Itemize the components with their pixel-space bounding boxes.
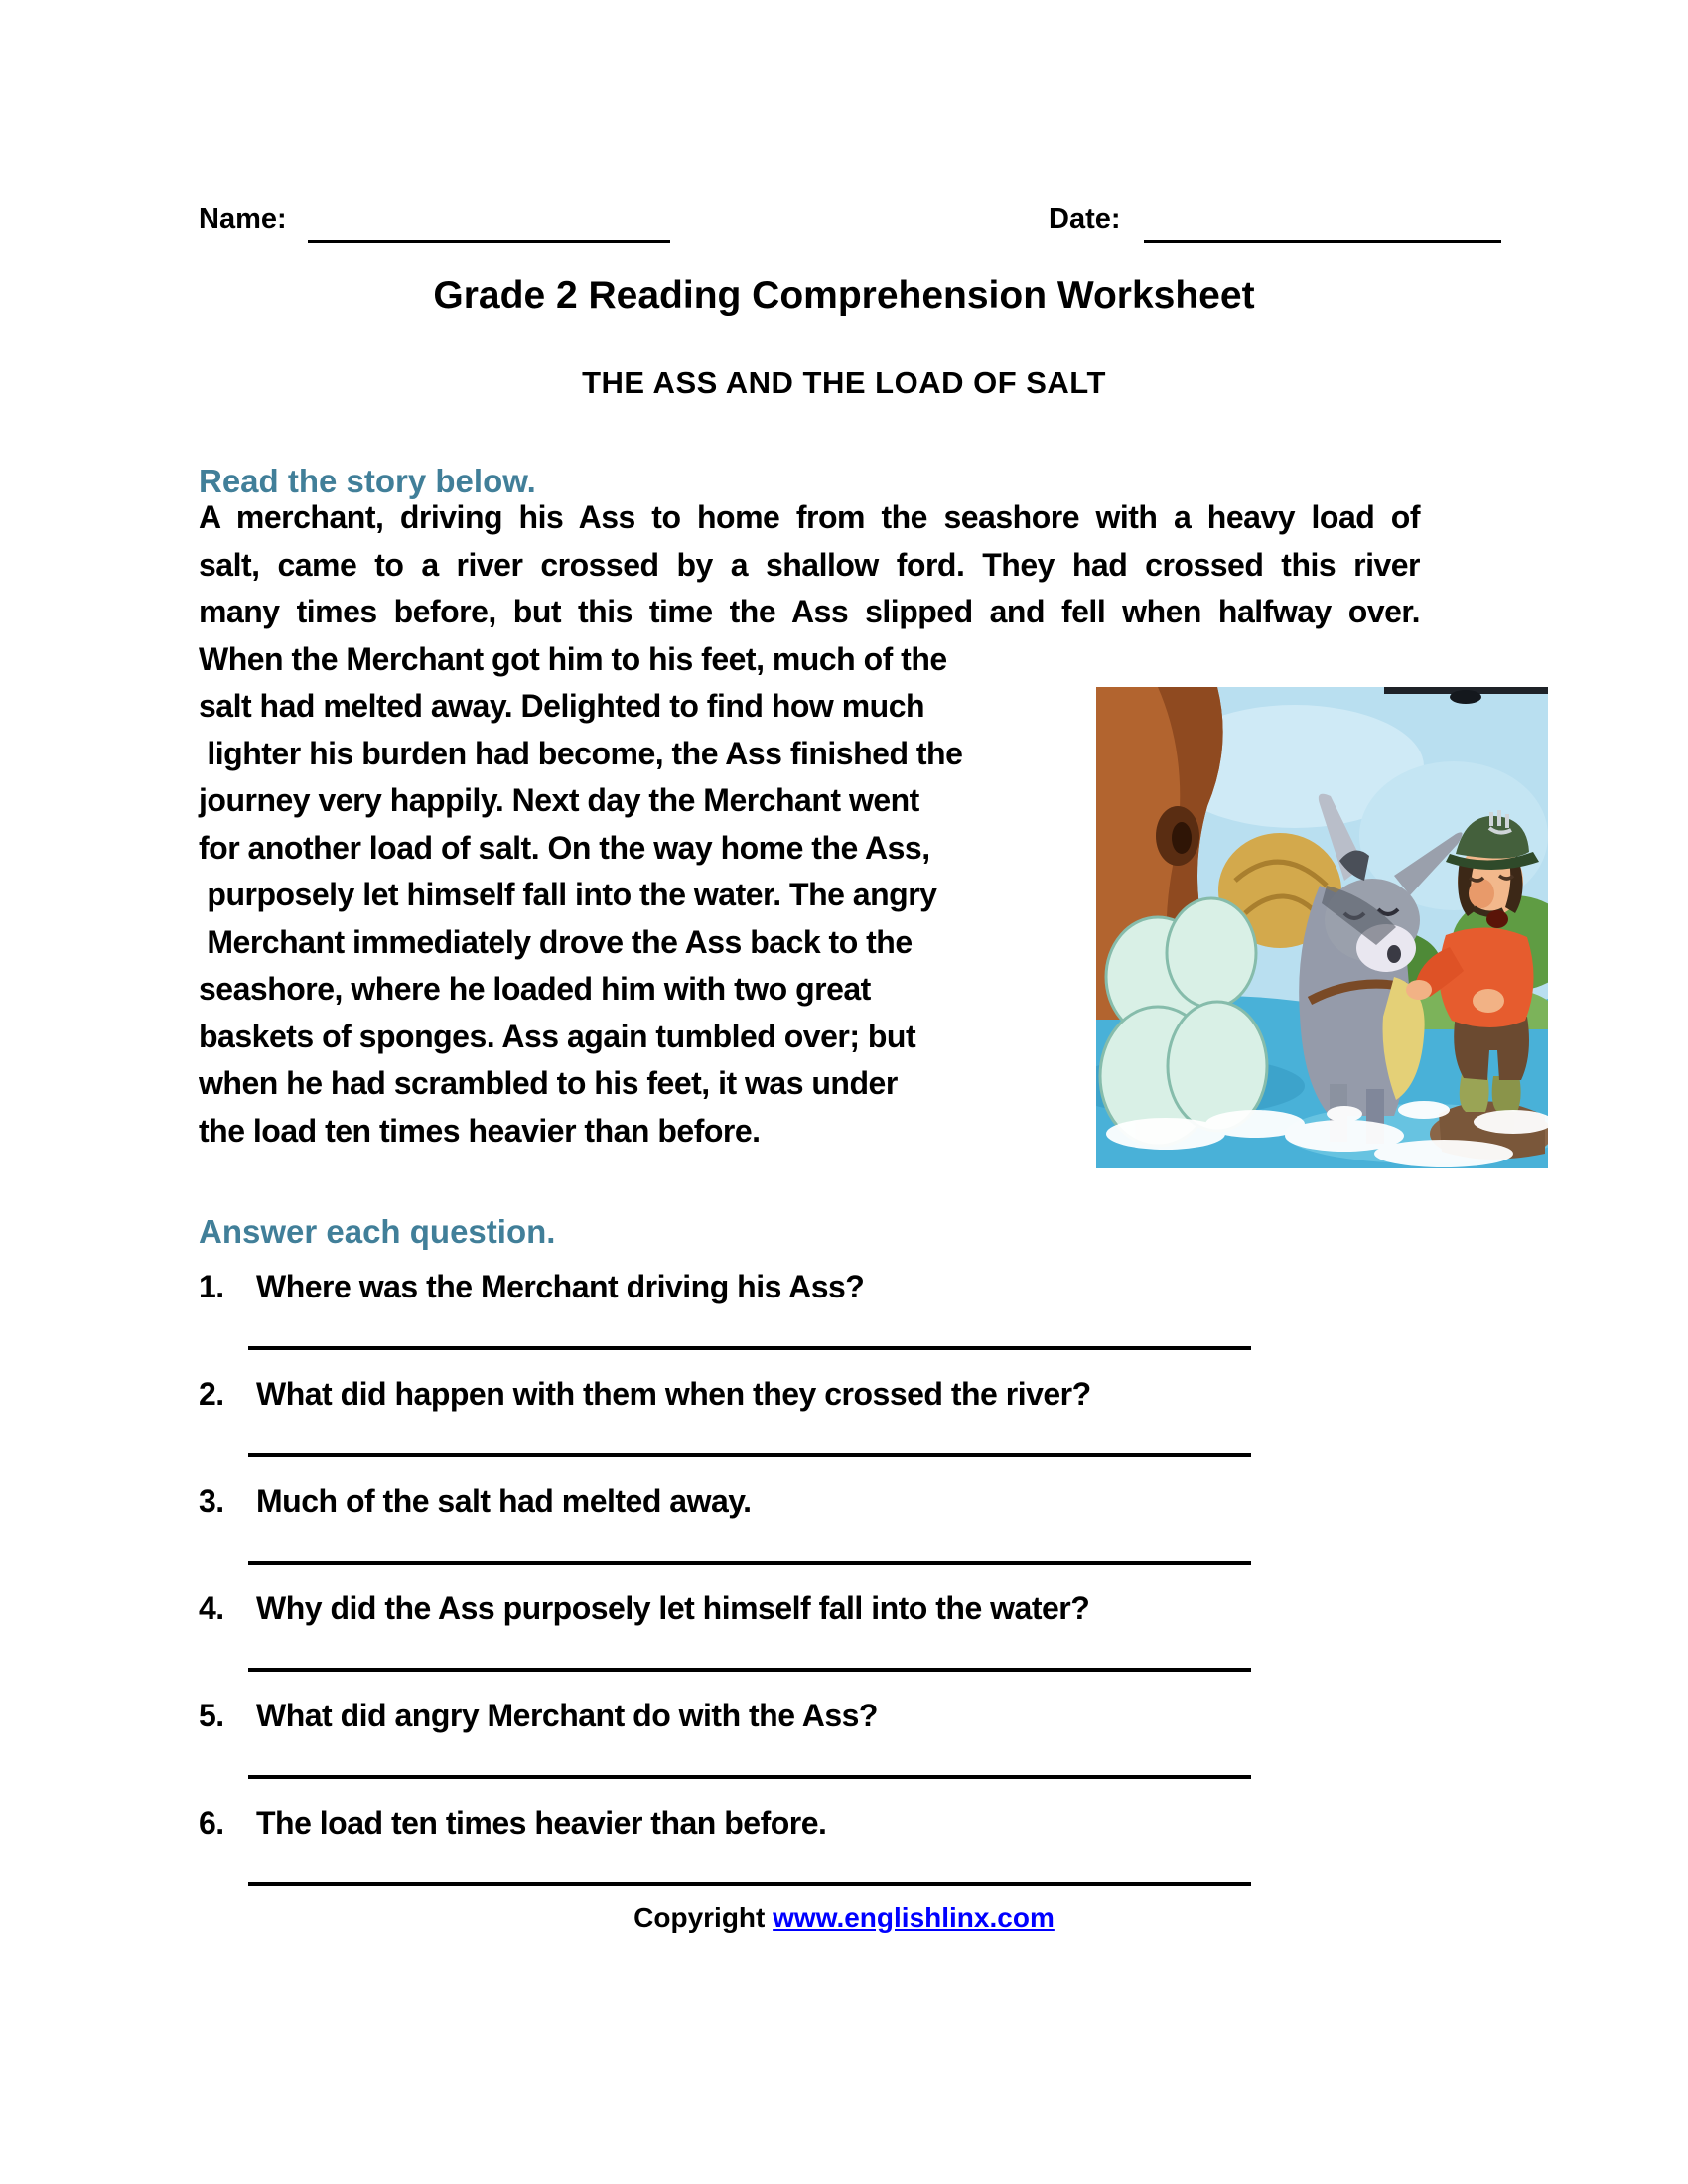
footer — [0, 1902, 1688, 1934]
name-label: Name: — [199, 204, 287, 235]
story-illustration — [1096, 687, 1548, 1168]
question-text: Why did the Ass purposely let himself fall into the water? — [256, 1590, 1090, 1626]
name-blank-line — [308, 240, 670, 243]
englishlinx-link[interactable]: www.englishlinx.com — [773, 1902, 1055, 1933]
question-number: 4. — [199, 1590, 224, 1626]
answer-line — [248, 1882, 1251, 1886]
question-item — [0, 1269, 1688, 1376]
question-number: 6. — [199, 1805, 224, 1841]
story-line: journey very happily. Next day the Merchant went — [199, 782, 919, 818]
date-label: Date: — [1049, 204, 1121, 235]
question-number: 5. — [199, 1698, 224, 1733]
question-text: The load ten times heavier than before. — [256, 1805, 827, 1841]
question-number: 2. — [199, 1376, 224, 1412]
question-item — [0, 1805, 1688, 1912]
answer-line — [248, 1453, 1251, 1457]
question-item — [0, 1698, 1688, 1805]
page-title: Grade 2 Reading Comprehension Worksheet — [433, 274, 1255, 317]
read-story-heading: Read the story below. — [199, 463, 536, 499]
story-line: Merchant immediately drove the Ass back to the — [199, 923, 913, 960]
question-item — [0, 1590, 1688, 1698]
story-line: baskets of sponges. Ass again tumbled over; but — [199, 1018, 916, 1054]
story-line: the load ten times heavier than before. — [199, 1112, 761, 1149]
question-text: What did angry Merchant do with the Ass? — [256, 1698, 878, 1733]
answer-questions-heading: Answer each question. — [199, 1213, 556, 1250]
story-line: seashore, where he loaded him with two great — [199, 971, 871, 1007]
story-line: many times before, but this time the Ass slipped and fell when halfway over. — [199, 594, 1420, 629]
story-line: salt had melted away. Delighted to find how much — [199, 688, 925, 724]
story-line: for another load of salt. On the way home the Ass, — [199, 829, 930, 866]
story-line: when he had scrambled to his feet, it was under — [199, 1065, 898, 1101]
story-line: purposely let himself fall into the water. The angry — [199, 877, 937, 912]
story-line: When the Merchant got him to his feet, much of the — [199, 640, 947, 677]
question-text: Much of the salt had melted away. — [256, 1483, 752, 1519]
story-line: lighter his burden had become, the Ass finished the — [199, 735, 963, 771]
answer-line — [248, 1561, 1251, 1565]
answer-line — [248, 1775, 1251, 1779]
question-text: What did happen with them when they crossed the river? — [256, 1376, 1091, 1412]
question-number: 3. — [199, 1483, 224, 1519]
question-number: 1. — [199, 1269, 224, 1304]
question-item — [0, 1483, 1688, 1590]
story-title: THE ASS AND THE LOAD OF SALT — [582, 365, 1106, 400]
question-text: Where was the Merchant driving his Ass? — [256, 1269, 865, 1304]
copyright-label: Copyright — [633, 1902, 766, 1933]
question-item — [0, 1376, 1688, 1483]
date-blank-line — [1144, 240, 1501, 243]
answer-line — [248, 1346, 1251, 1350]
story-line: salt, came to a river crossed by a shallow ford. They had crossed this river — [199, 546, 1420, 583]
answer-line — [248, 1668, 1251, 1672]
story-line: A merchant, driving his Ass to home from the seashore with a heavy load of — [199, 499, 1420, 535]
